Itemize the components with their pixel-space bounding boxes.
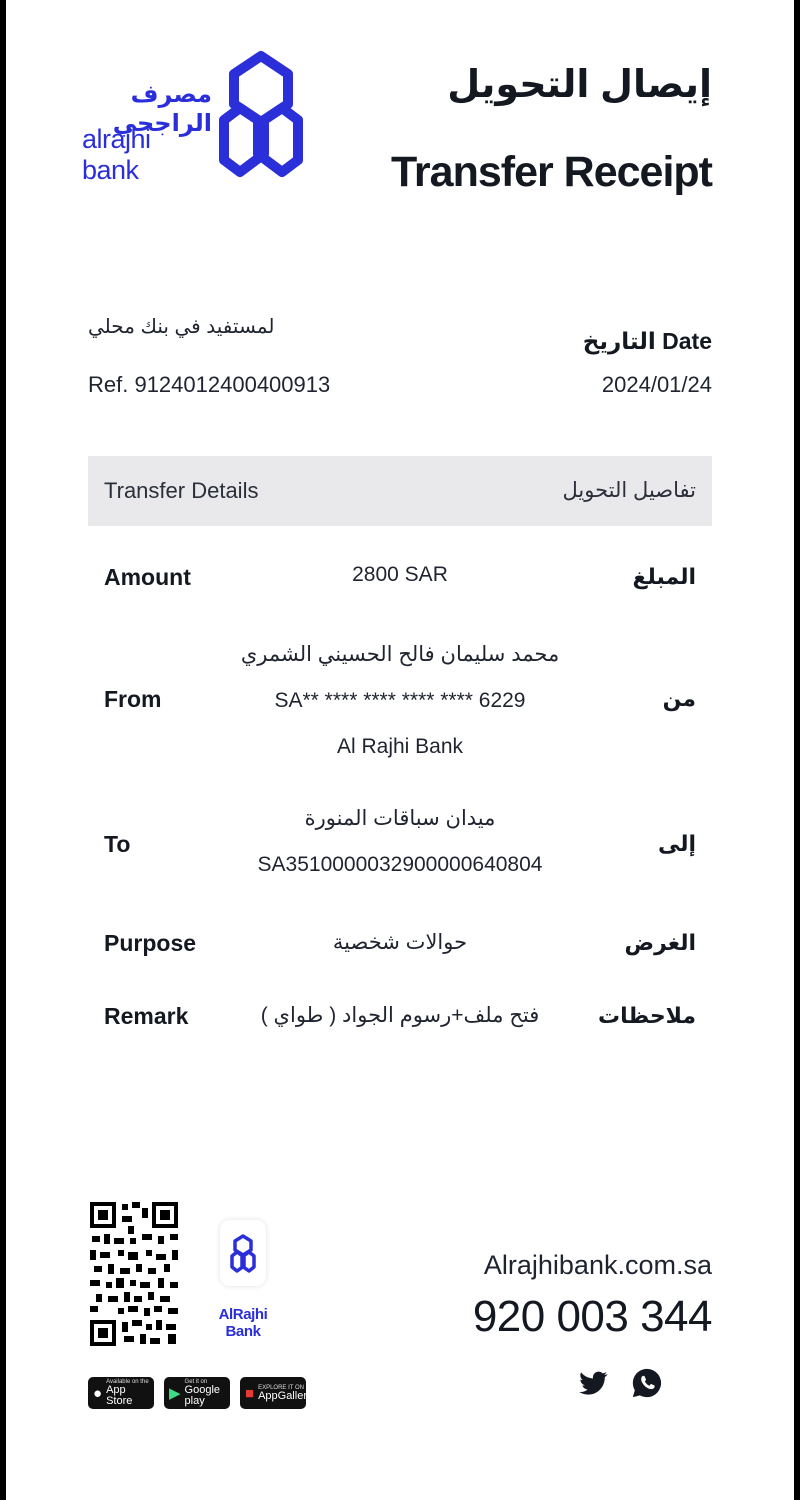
reference-number: Ref. 9124012400400913 [88,372,331,397]
to-account: SA3510000032900000640804 [257,853,543,876]
transfer-details-header [88,456,712,526]
purpose-value: حوالات شخصية [332,931,468,954]
remark-label-english: Remark [104,1003,189,1029]
apple-icon: ● [93,1384,103,1402]
beneficiary-type: لمستفيد في بنك محلي [88,316,275,338]
alrajhi-logo-icon [216,48,306,183]
amount-label-english: Amount [104,564,191,590]
app-store-small-text: Available on the [106,1379,149,1385]
appgallery-small-text: EXPLORE IT ON [258,1384,304,1391]
receipt-title-english: Transfer Receipt [391,148,712,196]
to-name: ميدان سباقات المنورة [304,807,496,830]
purpose-label-english: Purpose [104,930,197,956]
appgallery-text: AppGallery [258,1389,313,1402]
transfer-details-title-english: Transfer Details [104,478,259,503]
alrajhi-app-icon [220,1220,266,1286]
bank-name-arabic: مصرف الراجحي [112,81,212,137]
bank-logo [82,48,312,183]
huawei-icon: ■ [245,1384,255,1402]
from-label-english: From [104,686,162,712]
purpose-label-arabic: الغرض [624,930,696,955]
website-link[interactable]: Alrajhibank.com.sa [483,1250,712,1280]
from-bank: Al Rajhi Bank [336,735,464,758]
transfer-details-title-arabic: تفاصيل التحويل [562,479,696,502]
bank-name-english: alrajhi bank [82,124,151,185]
receipt-title-arabic: إيصال التحويل [447,64,712,106]
to-label-english: To [104,831,131,857]
app-icon-tile[interactable] [220,1220,266,1286]
from-account: SA** **** **** **** **** 6229 [274,689,526,712]
play-icon: ▶ [169,1385,181,1402]
google-play-small-text: Get it on [184,1379,208,1385]
app-name: AlRajhi Bank [218,1306,268,1340]
date-value: 2024/01/24 [601,372,712,397]
whatsapp-icon[interactable] [630,1366,664,1400]
remark-label-arabic: ملاحظات [598,1003,696,1028]
phone-number[interactable]: 920 003 344 [472,1292,712,1341]
date-label: التاريخ Date [582,328,712,354]
amount-value: 2800 SAR [352,563,448,586]
from-name: محمد سليمان فالح الحسيني الشمري [240,643,560,666]
app-store-text: App Store [106,1384,133,1407]
twitter-icon[interactable] [576,1366,610,1400]
remark-value: فتح ملف+رسوم الجواد ( طواي ) [260,1004,540,1027]
qr-code-icon[interactable] [88,1200,180,1348]
app-store-badge[interactable] [88,1377,154,1409]
google-play-text: Google play [184,1384,221,1407]
appgallery-badge[interactable] [240,1377,313,1409]
google-play-badge[interactable] [164,1377,230,1409]
right-border [794,0,800,1500]
from-label-arabic: من [662,686,696,711]
to-label-arabic: إلى [657,831,696,856]
amount-label-arabic: المبلغ [632,564,696,589]
